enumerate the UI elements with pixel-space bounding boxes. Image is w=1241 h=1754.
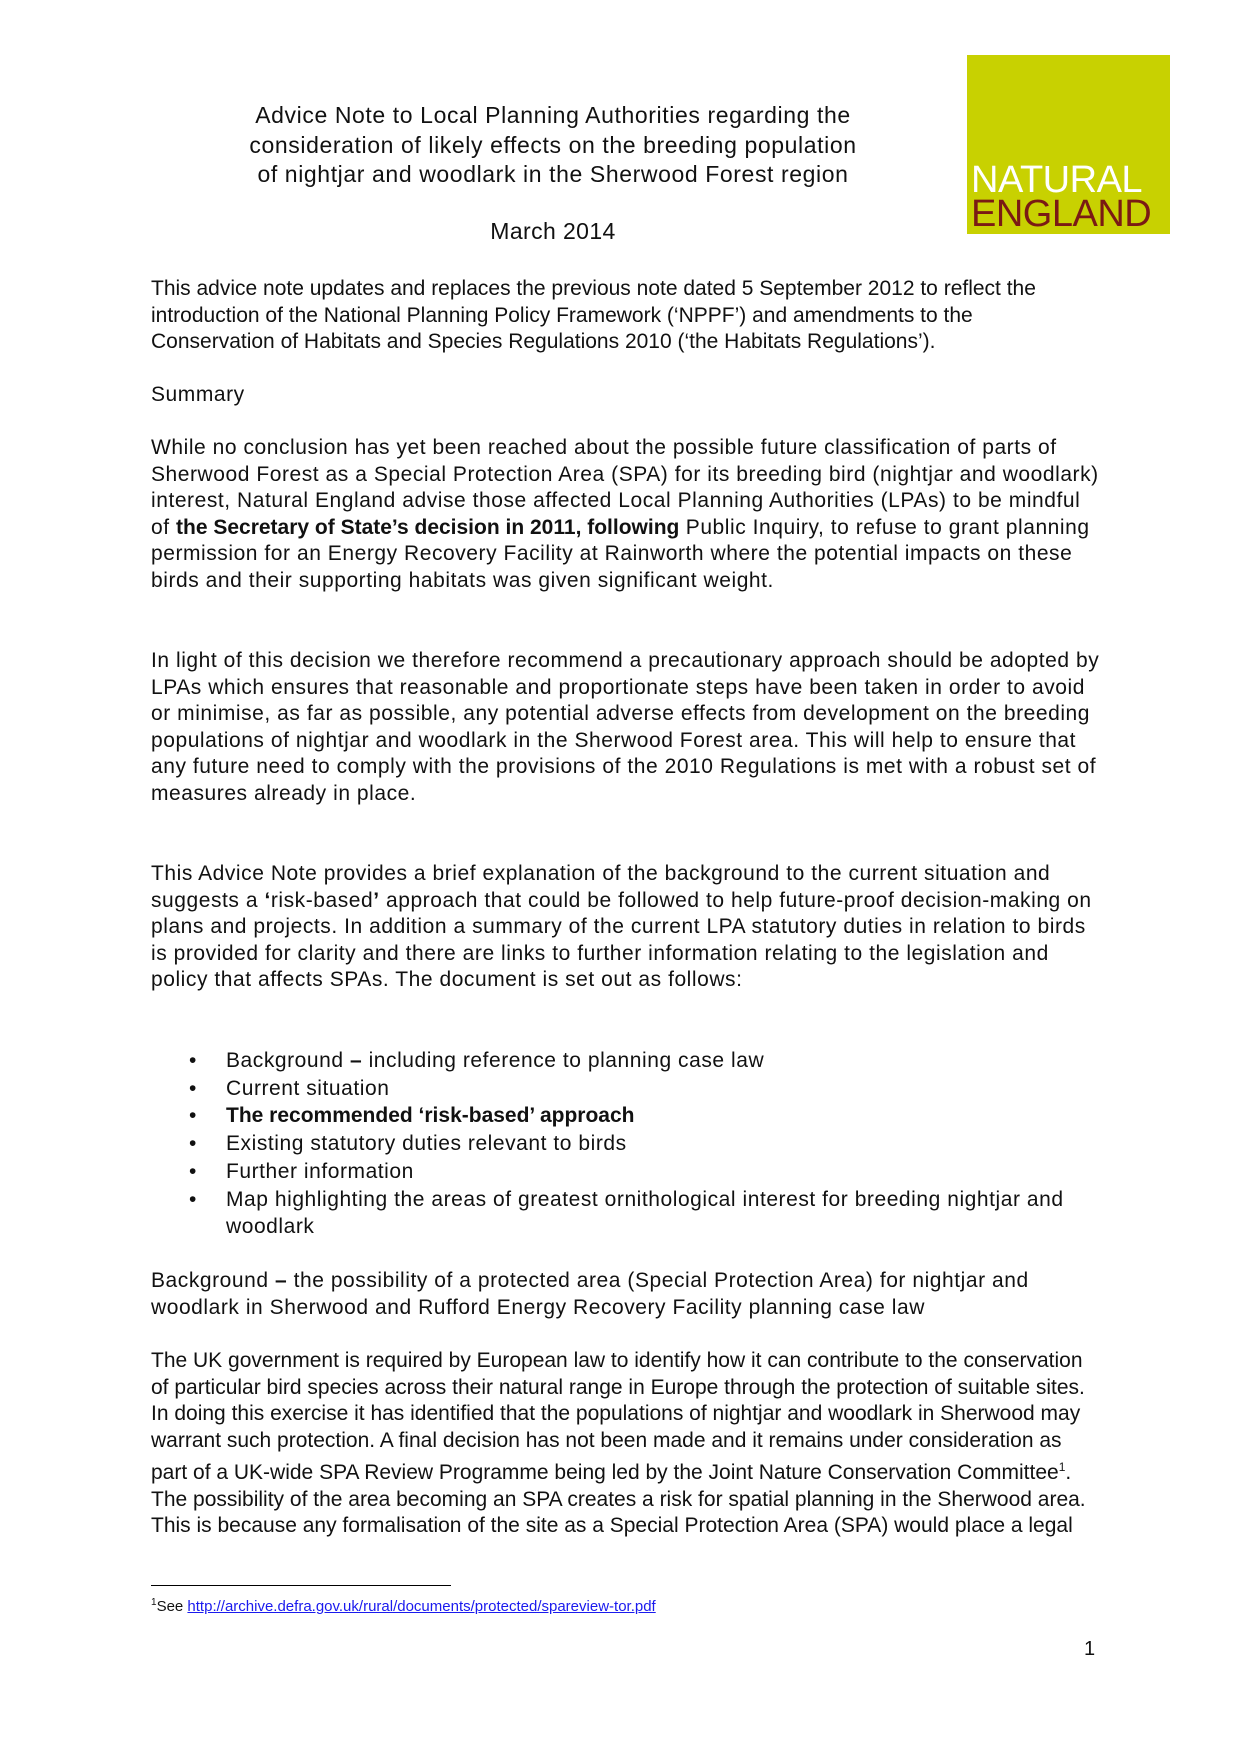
text: Current situation (226, 1076, 390, 1100)
list-item (151, 1158, 1101, 1186)
list-item (151, 1047, 1101, 1075)
title-line: consideration of likely effects on the breeding population (249, 131, 857, 158)
intro-paragraph: This advice note updates and replaces the previous note dated 5 September 2012 to reflect the introduction of the National Planning Policy Framework (‘NPPF’) and amendments to the Conservation of Habitats and Species Regulations 2010 (‘the Habitats Regulations’). (151, 277, 1036, 353)
summary-heading: Summary (151, 383, 245, 406)
text: Further information (226, 1159, 414, 1183)
background-heading (151, 1268, 1101, 1321)
list-item (151, 1075, 1101, 1103)
contents-list (151, 1047, 1101, 1241)
text: The UK government is required by European law to identify how it can contribute to the conservation of particular bird species across their natural range in Europe through the protection of suitable sites. In doing this exercise it has identified that the populations of nightjar and woodlark in Sherwood may warrant such protection. A final decision has not been made and it remains under consideration as part of a UK-wide SPA Review Programme being led by the Joint Nature Conservation Committee (151, 1349, 1085, 1484)
footnote-link[interactable]: http://archive.defra.gov.uk/rural/documents/protected/spareview-tor.pdf (187, 1598, 656, 1615)
dash: – (274, 1269, 288, 1292)
text: risk-based (270, 888, 374, 912)
text: Map highlighting the areas of greatest ornithological interest for breeding nightjar and woodlark (226, 1187, 1064, 1239)
text: Background (226, 1049, 350, 1072)
text: Background (151, 1269, 275, 1292)
footnote (151, 1597, 656, 1615)
title-line: Advice Note to Local Planning Authorities regarding the (255, 102, 851, 128)
text: including reference to planning case law (362, 1049, 765, 1072)
footnote-divider (151, 1585, 451, 1586)
quote: ’ (373, 888, 380, 912)
text: Public Inquiry, to refuse to grant planning permission for an Energy Recovery Facility at Rainworth where the potential impacts on these birds and their supporting habitats was given significant weight. (151, 515, 1090, 592)
list-item (151, 1102, 1101, 1130)
logo-text-natural: NATURAL (971, 159, 1143, 201)
footnote-ref[interactable]: 1 (1058, 1460, 1066, 1474)
background-paragraph (151, 1348, 1101, 1540)
text: See (156, 1598, 188, 1615)
document-date: March 2014 (490, 218, 616, 244)
document-title (160, 101, 946, 190)
list-item (151, 1130, 1101, 1158)
precaution-paragraph: In light of this decision we therefore recommend a precautionary approach should be adopted by LPAs which ensures that reasonable and proportionate steps have been taken in order to avoid or minimise, as far as possible, any potential adverse effects from development on the breeding populations of nightjar and woodlark in the Sherwood Forest area. This will help to ensure that any future need to comply with the provisions of the 2010 Regulations is met with a robust set of measures already in place. (151, 649, 1100, 805)
title-line: of nightjar and woodlark in the Sherwood Forest region (257, 161, 849, 187)
dash: – (349, 1049, 363, 1072)
list-item (151, 1186, 1101, 1241)
text: approach that could be followed to help future-proof decision-making on plans and projects. In addition a summary of the current LPA statutory duties in relation to birds is provided for clarity and there are links to further information relating to the legislation and policy that affects SPAs. The document is set out as follows: (151, 888, 1092, 991)
text: the possibility of a protected area (Special Protection Area) for nightjar and woodlark in Sherwood and Rufford Energy Recovery Facility planning case law (151, 1269, 1029, 1319)
text: The recommended ‘risk-based’ approach (226, 1104, 635, 1128)
text: While no conclusion has yet been reached about the possible future classification of parts of Sherwood Forest as a Special Protection Area (SPA) for its breeding bird (nightjar and woodlark) interest, Natural England advise those affected Local Planning Authorities (LPAs) to be mindful of (151, 436, 1099, 539)
quote: ‘ (264, 888, 271, 912)
text: This Advice Note provides a brief explanation of the background to the current situation and suggests a (151, 862, 1051, 912)
page-number: 1 (1084, 1638, 1096, 1660)
summary-paragraph (151, 435, 1101, 594)
natural-england-logo (967, 55, 1170, 234)
advice-note-paragraph (151, 861, 1101, 994)
bold-text: the Secretary of State’s decision in 2011, following (176, 515, 680, 539)
text: Existing statutory duties relevant to birds (226, 1132, 627, 1156)
logo-text-england: ENGLAND (971, 193, 1152, 235)
text: . The possibility of the area becoming an SPA creates a risk for spatial planning in the Sherwood area. This is because any formalisation of the site as a Special Protection Area (SPA) would place a legal (151, 1461, 1086, 1537)
footnote-number: 1 (151, 1597, 157, 1608)
